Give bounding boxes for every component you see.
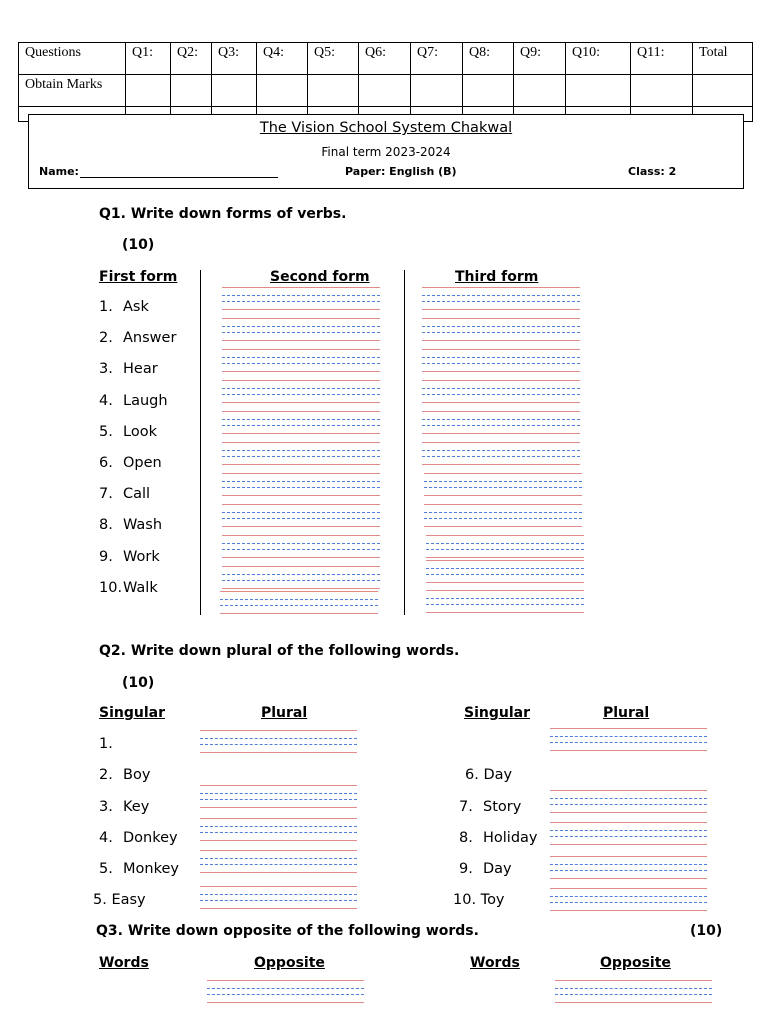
q1-col-first: First form: [99, 269, 178, 285]
term-label: Final term 2023-2024: [321, 145, 451, 159]
list-item: 5. Look: [99, 424, 157, 440]
answer-line[interactable]: [200, 785, 357, 810]
marks-cell: [693, 75, 753, 107]
class-label: Class: 2: [628, 165, 677, 178]
list-item: 5. Easy: [93, 892, 146, 908]
answer-line[interactable]: [550, 888, 707, 913]
table-header-cell: Total: [693, 43, 753, 75]
answer-line[interactable]: [222, 287, 380, 312]
q1-col-third: Third form: [455, 269, 539, 285]
answer-line[interactable]: [222, 411, 380, 436]
q1-col-second: Second form: [270, 269, 370, 285]
list-item: 1. Ask: [99, 299, 149, 315]
answer-line[interactable]: [555, 980, 712, 1005]
answer-line[interactable]: [422, 380, 580, 405]
answer-line[interactable]: [422, 287, 580, 312]
answer-line[interactable]: [550, 856, 707, 881]
q3-marks: (10): [690, 923, 723, 939]
q2-col-singular-right: Singular: [464, 705, 530, 721]
answer-line[interactable]: [426, 535, 584, 560]
marks-cell: [463, 75, 514, 107]
answer-line[interactable]: [222, 535, 380, 560]
table-header-cell: Q4:: [257, 43, 308, 75]
list-item: 9. Day: [459, 861, 512, 877]
answer-line[interactable]: [424, 473, 582, 498]
answer-line[interactable]: [222, 318, 380, 343]
answer-line[interactable]: [424, 504, 582, 529]
answer-line[interactable]: [200, 730, 357, 755]
list-item: 5. Monkey: [99, 861, 179, 877]
answer-line[interactable]: [422, 411, 580, 436]
q3-col-opposite-left: Opposite: [254, 955, 325, 971]
answer-line[interactable]: [422, 349, 580, 374]
marks-cell: [171, 75, 212, 107]
school-name: The Vision School System Chakwal: [259, 120, 513, 136]
list-item: 3. Hear: [99, 361, 158, 377]
list-item: 10.Walk: [99, 580, 158, 596]
answer-line[interactable]: [426, 590, 584, 615]
table-header-cell: Q6:: [359, 43, 411, 75]
list-item: 1.: [99, 736, 113, 752]
answer-line[interactable]: [200, 818, 357, 843]
list-item: 6. Day: [465, 767, 513, 783]
answer-line[interactable]: [422, 442, 580, 467]
marks-cell: [631, 75, 693, 107]
column-divider: [200, 270, 201, 615]
name-label: Name:: [39, 165, 79, 178]
answer-line[interactable]: [207, 980, 364, 1005]
answer-line[interactable]: [222, 380, 380, 405]
list-item: 2. Answer: [99, 330, 177, 346]
table-header-cell: Q10:: [566, 43, 631, 75]
marks-cell: [514, 75, 566, 107]
paper-header: [28, 114, 744, 189]
marks-cell: [257, 75, 308, 107]
list-item: 2. Boy: [99, 767, 151, 783]
answer-line[interactable]: [550, 790, 707, 815]
table-header-cell: Q7:: [411, 43, 463, 75]
q3-title: Q3. Write down opposite of the following words.: [96, 923, 479, 939]
table-header-cell: Q3:: [212, 43, 257, 75]
list-item: 8. Holiday: [459, 830, 538, 846]
answer-line[interactable]: [222, 504, 380, 529]
q2-marks: (10): [122, 675, 155, 691]
answer-line[interactable]: [222, 349, 380, 374]
list-item: 6. Open: [99, 455, 162, 471]
list-item: 9. Work: [99, 549, 160, 565]
q3-col-words-left: Words: [99, 955, 149, 971]
name-field-line[interactable]: [80, 177, 278, 178]
marks-table: [18, 42, 753, 122]
marks-cell: [359, 75, 411, 107]
table-header-cell: Q5:: [308, 43, 359, 75]
marks-cell: [566, 75, 631, 107]
table-header-cell: Q11:: [631, 43, 693, 75]
marks-cell: [126, 75, 171, 107]
list-item: 8. Wash: [99, 517, 163, 533]
paper-label: Paper: English (B): [345, 165, 457, 178]
answer-line[interactable]: [200, 886, 357, 911]
answer-line[interactable]: [550, 822, 707, 847]
marks-cell: [411, 75, 463, 107]
answer-line[interactable]: [222, 566, 380, 591]
answer-line[interactable]: [222, 442, 380, 467]
table-header-cell: Q1:: [126, 43, 171, 75]
q1-title: Q1. Write down forms of verbs.: [99, 206, 347, 222]
column-divider: [404, 270, 405, 615]
answer-line[interactable]: [426, 560, 584, 585]
answer-line[interactable]: [220, 591, 378, 616]
table-row-label: Obtain Marks: [19, 75, 126, 107]
table-header-cell: Q8:: [463, 43, 514, 75]
q3-col-words-right: Words: [470, 955, 520, 971]
q2-col-singular-left: Singular: [99, 705, 165, 721]
answer-line[interactable]: [222, 473, 380, 498]
q2-col-plural-right: Plural: [603, 705, 650, 721]
answer-line[interactable]: [422, 318, 580, 343]
list-item: 3. Key: [99, 799, 150, 815]
table-header-cell: Q9:: [514, 43, 566, 75]
marks-cell: [212, 75, 257, 107]
answer-line[interactable]: [200, 850, 357, 875]
marks-cell: [308, 75, 359, 107]
list-item: 4. Laugh: [99, 393, 168, 409]
q2-col-plural-left: Plural: [261, 705, 308, 721]
q2-title: Q2. Write down plural of the following words.: [99, 643, 460, 659]
q3-col-opposite-right: Opposite: [600, 955, 671, 971]
list-item: 7. Call: [99, 486, 151, 502]
list-item: 4. Donkey: [99, 830, 178, 846]
q1-marks: (10): [122, 237, 155, 253]
table-header-cell: Q2:: [171, 43, 212, 75]
table-header-cell: Questions: [19, 43, 126, 75]
list-item: 7. Story: [459, 799, 522, 815]
list-item: 10. Toy: [453, 892, 505, 908]
answer-line[interactable]: [550, 728, 707, 753]
